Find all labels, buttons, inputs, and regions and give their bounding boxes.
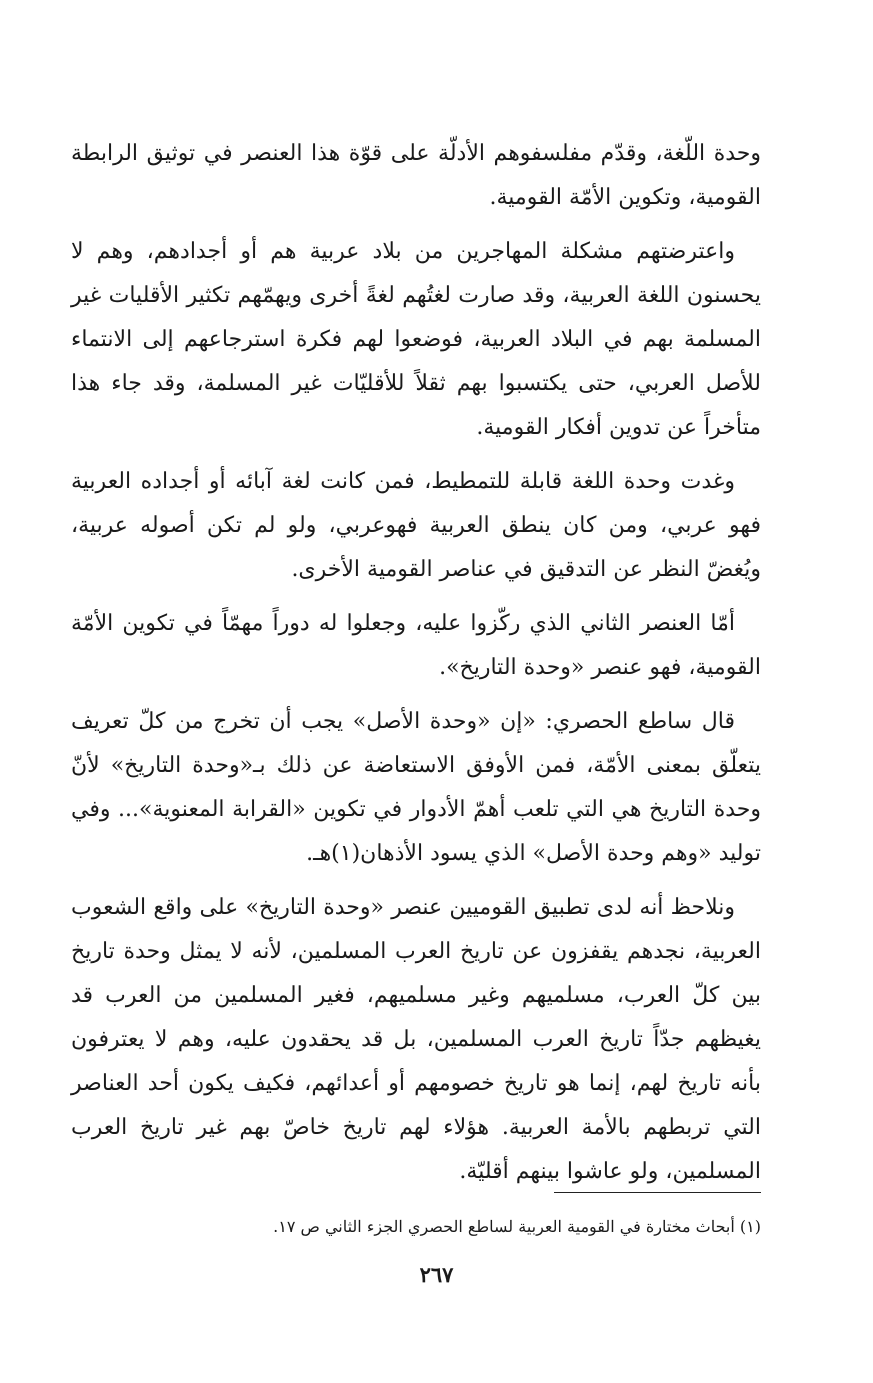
paragraph-5: قال ساطع الحصري: «إن «وحدة الأصل» يجب أن تخرج من كلّ تعريف يتعلّق بمعنى الأمّة، فمن الأوفق الاستعاضة عن ذلك بـ«وحدة التاريخ» لأنّ وحدة التاريخ هي التي تلعب أهمّ الأدوار في تكوين «القرابة المعنوية»... وفي توليد «وهم وحدة الأصل» الذي يسود الأذهان(١)هـ. (71, 709, 761, 866)
footnote: (١) أبحاث مختارة في القومية العربية لساطع الحصري الجزء الثاني ص ١٧. (273, 1217, 761, 1236)
paragraph-3: وغدت وحدة اللغة قابلة للتمطيط، فمن كانت لغة آبائه أو أجداده العربية فهو عربي، ومن كان ينطق العربية فهوعربي، ولو لم تكن أصوله عربية، ويُغضّ النظر عن التدقيق في عناصر القومية الأخرى. (71, 469, 761, 582)
main-text (71, 132, 761, 1204)
paragraph-6: ونلاحظ أنه لدى تطبيق القوميين عنصر «وحدة التاريخ» على واقع الشعوب العربية، نجدهم يقفزون عن تاريخ العرب المسلمين، لأنه لا يمثل وحدة تاريخ بين كلّ العرب، مسلميهم وغير مسلميهم، فغير المسلمين من العرب قد يغيظهم جدّاً تاريخ العرب المسلمين، بل قد يحقدون عليه، وهم لا يعترفون بأنه تاريخ لهم، إنما هو تاريخ خصومهم أو أعدائهم، فكيف يكون أحد العناصر التي تربطهم بالأمة العربية. هؤلاء لهم تاريخ خاصّ بهم غير تاريخ العرب المسلمين، ولو عاشوا بينهم أقليّة. (71, 895, 761, 1184)
page-number: ٢٦٧ (419, 1262, 454, 1287)
paragraph-2: واعترضتهم مشكلة المهاجرين من بلاد عربية هم أو أجدادهم، وهم لا يحسنون اللغة العربية، وقد صارت لغتُهم لغةً أخرى ويهمّهم تكثير الأقليات غير المسلمة بهم في البلاد العربية، فوضعوا لهم فكرة استرجاعهم إلى الانتماء للأصل العربي، حتى يكتسبوا بهم ثقلاً للأقليّات غير المسلمة، وقد جاء هذا متأخراً عن تدوين أفكار القومية. (71, 239, 761, 440)
paragraph-4: أمّا العنصر الثاني الذي ركّزوا عليه، وجعلوا له دوراً مهمّاً في تكوين الأمّة القومية، فهو عنصر «وحدة التاريخ». (71, 611, 761, 680)
footnote-divider (554, 1192, 761, 1193)
paragraph-1: وحدة اللّغة، وقدّم مفلسفوهم الأدلّة على قوّة هذا العنصر في توثيق الرابطة القومية، وتكوين الأمّة القومية. (71, 141, 761, 210)
